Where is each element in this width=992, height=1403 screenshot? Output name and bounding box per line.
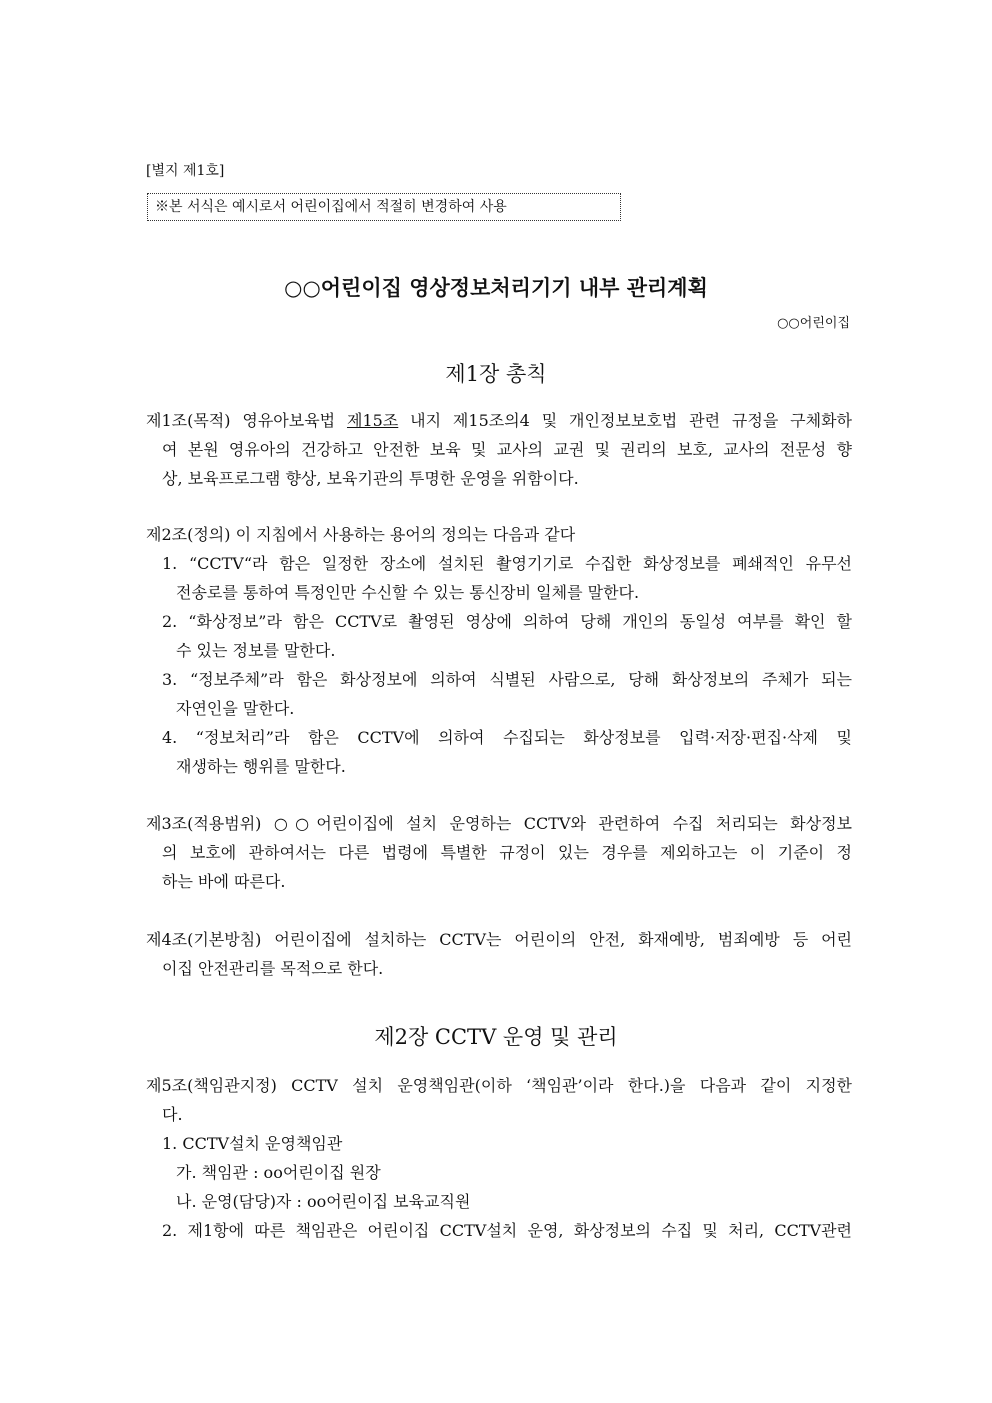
article-2-item-3-cont: 자연인을 말한다. [176,699,295,718]
article-3-line-3: 하는 바에 따른다. [162,872,286,891]
article-5 [146,1071,852,1245]
article-5-item-1: 1. CCTV설치 운영책임관 [162,1134,343,1153]
notice-box: ※본 서식은 예시로서 어린이집에서 적절히 변경하여 사용 [147,193,621,221]
article-2-item-2: 2. “화상정보”라 함은 CCTV로 촬영된 영상에 의하여 당해 개인의 동일성 여부를 확인 할 [162,612,852,631]
article-2-item-1: 1. “CCTV“라 함은 일정한 장소에 설치된 촬영기기로 수집한 화상정보를 폐쇄적인 유무선 [162,554,852,573]
article-2-line-1: 제2조(정의) 이 지침에서 사용하는 용어의 정의는 다음과 같다 [146,525,576,544]
chapter-1-heading: 제1장 총칙 [445,362,547,386]
organization-name: ○○어린이집 [777,316,850,331]
article-5-subitem-b: 나. 운영(담당)자 : oo어린이집 보육교직원 [176,1192,471,1211]
article-1-underlined-ref: 제15조 [346,411,399,430]
article-2-item-2-cont: 수 있는 정보를 말한다. [176,641,336,660]
article-1-line-1 [146,406,852,435]
document-title: ○○어린이집 영상정보처리기기 내부 관리계획 [284,276,708,300]
article-2-item-1-cont: 전송로를 통하여 특정인만 수신할 수 있는 통신장비 일체를 말한다. [176,583,640,602]
chapter-2-heading: 제2장 CCTV 운영 및 관리 [374,1025,618,1049]
article-5-subitem-a: 가. 책임관 : oo어린이집 원장 [176,1163,381,1182]
article-5-line-1: 제5조(책임관지정) CCTV 설치 운영책임관(이하 ‘책임관’이라 한다.)을 다음과 같이 지정한 [146,1076,852,1095]
article-1 [146,406,852,493]
article-2-item-4-cont: 재생하는 행위를 말한다. [176,757,346,776]
article-3-line-1: 제3조(적용범위) ○○어린이집에 설치 운영하는 CCTV와 관련하여 수집 처리되는 화상정보 [146,814,852,833]
article-2-item-4: 4. “정보처리”라 함은 CCTV에 의하여 수집되는 화상정보를 입력·저장·편집·삭제 및 [162,728,852,747]
article-1-line-3: 상, 보육프로그램 향상, 보육기관의 투명한 운영을 위함이다. [162,469,579,488]
article-3 [146,809,852,896]
article-3-line-2: 의 보호에 관하여서는 다른 법령에 특별한 규정이 있는 경우를 제외하고는 이 기준이 정 [162,843,852,862]
article-2 [146,520,852,781]
article-4-line-2: 이집 안전관리를 목적으로 한다. [162,959,384,978]
article-5-item-2: 2. 제1항에 따른 책임관은 어린이집 CCTV설치 운영, 화상정보의 수집 및 처리, CCTV관련 [162,1221,852,1240]
article-1-line-2: 여 본원 영유아의 건강하고 안전한 보육 및 교사의 교권 및 권리의 보호, 교사의 전문성 향 [162,440,852,459]
article-5-line-2: 다. [162,1105,183,1124]
article-4 [146,925,852,983]
article-2-item-3: 3. “정보주체”라 함은 화상정보에 의하여 식별된 사람으로, 당해 화상정보의 주체가 되는 [162,670,852,689]
article-1-text-a: 제1조(목적) 영유아보육법 [146,411,347,430]
article-4-line-1: 제4조(기본방침) 어린이집에 설치하는 CCTV는 어린이의 안전, 화재예방, 범죄예방 등 어린 [146,930,852,949]
article-1-text-b: 내지 제15조의4 및 개인정보보호법 관련 규정을 구체화하 [398,411,852,430]
annex-label: [별지 제1호] [146,163,225,179]
